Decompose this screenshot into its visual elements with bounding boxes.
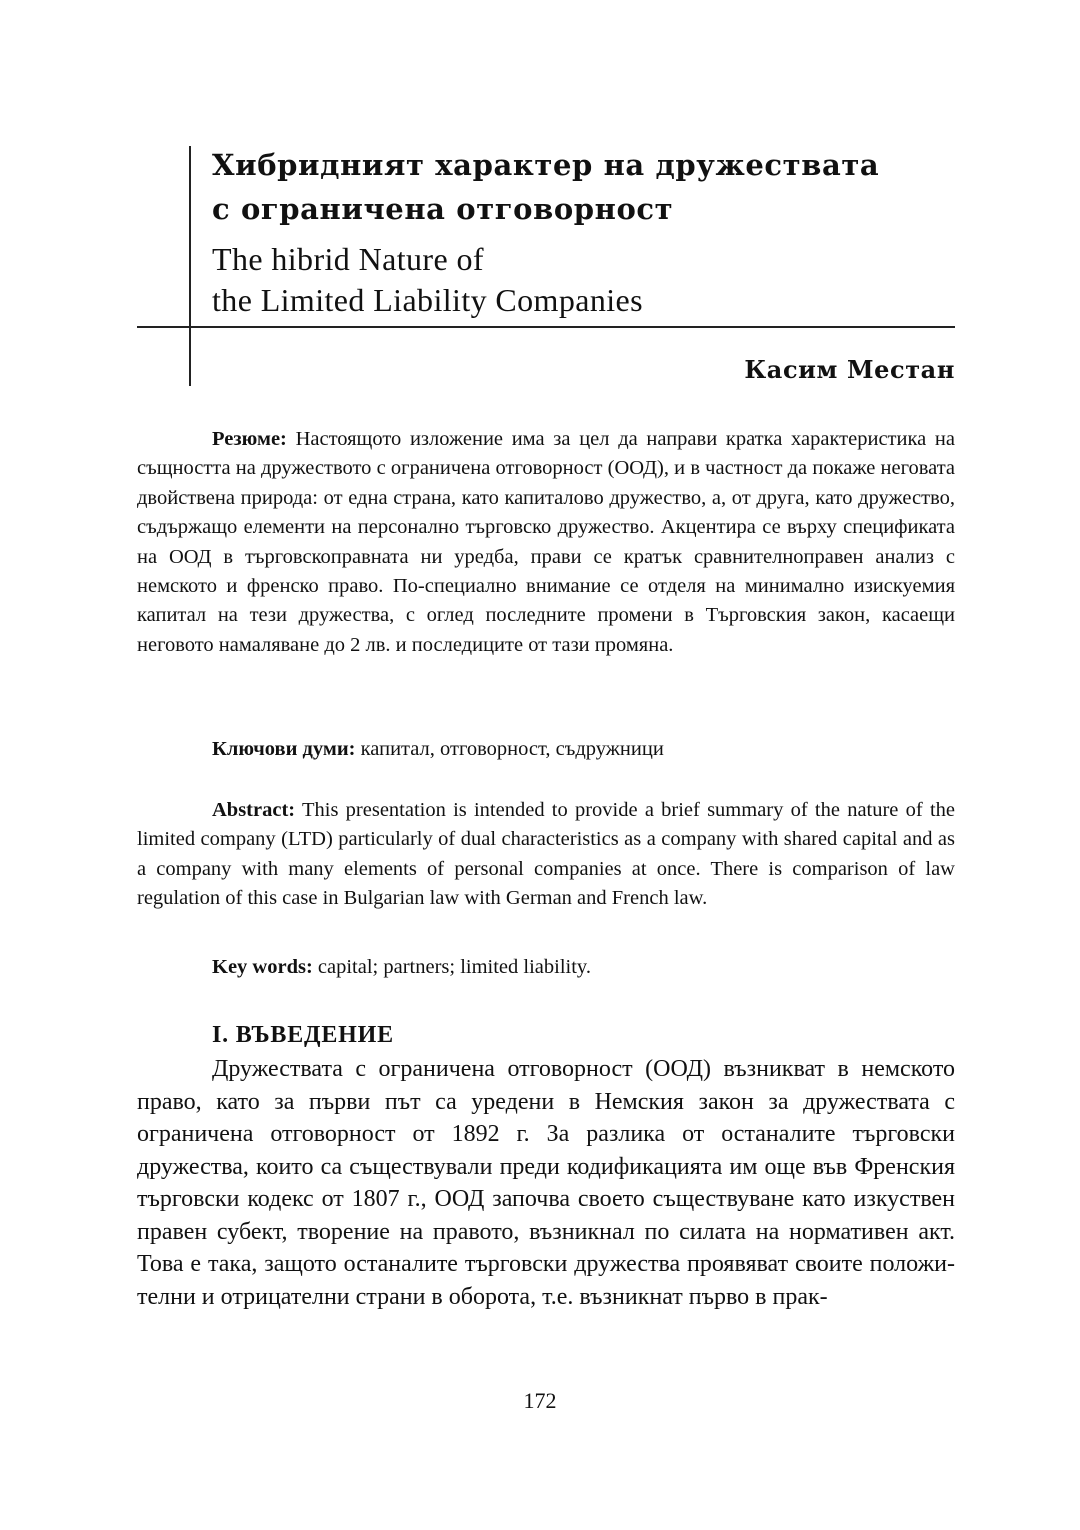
author-name: Касим Местан: [744, 355, 955, 384]
keywords-english: [137, 953, 955, 982]
keywords-bulgarian-text: капитал, отговорност, съдружници: [355, 738, 664, 760]
keywords-bulgarian: [137, 735, 955, 764]
keywords-english-label: Key words:: [212, 956, 313, 978]
introduction-paragraph: Дружествата с ограничена отговорност (ООД) възникват в немското право, като за първи път са уредени в Немския закон за дружествата с ограничена отговорност от 1892 г. За разлика от останалите търговски дружества, които са съществували преди кодификацията им още във Френския търговски кодекс от 1807 г., ООД започва своето съществуване като изкуствен правен субект, творение на правото, възникнал по силата на нормативен акт. Това е така, защото останалите търговски дружества проявяват своите положителни и отрицателни страни в оборота, т.е. възникнат първо в прак-: [137, 1056, 955, 1310]
title-english-line-1: The hibrid Nature of: [212, 241, 484, 277]
title-horizontal-rule: [137, 326, 955, 328]
abstract-bulgarian-text: Настоящото изложение има за цел да направи кратка характеристика на същността на дружеството с ограничена отговорност (ООД), и в частност да покаже неговата двойствена природа: от една страна, като капиталово дружество, а, от друга, като дружество, съдържащо елементи на персонално търговско дружество. Акцентира се върху спецификата на ООД в търговскоправната ни уредба, прави се кратък сравнителноправен анализ с немското и френско право. По-специално внимание се отделя на минимално изискуемия капитал на тези дружества, с оглед последните промени в Търговския закон, касаещи неговото намаляване до 2 лв. и последиците от тази промяна.: [137, 428, 955, 656]
title-bulgarian-line-2: с ограничена отговорност: [212, 192, 674, 226]
keywords-bulgarian-label: Ключови думи:: [212, 738, 356, 760]
keywords-english-text: capital; partners; limited liability.: [312, 956, 591, 978]
abstract-english: [137, 796, 955, 914]
title-vertical-rule: [189, 146, 191, 386]
abstract-bulgarian-label: Резюме:: [212, 428, 287, 450]
abstract-bulgarian: [137, 425, 955, 660]
abstract-english-label: Abstract:: [212, 799, 296, 821]
section-heading: I. ВЪВЕДЕНИЕ: [212, 1022, 394, 1048]
page-number: 172: [523, 1388, 557, 1413]
title-english-line-2: the Limited Liability Companies: [212, 282, 643, 318]
abstract-english-text: This presentation is intended to provide a brief summary of the nature of the limited company (LTD) particularly of dual characteristics as a company with shared capital and as a company with many elements of personal companies at once. There is comparison of law regulation of this case in Bulgarian law with German and French law.: [137, 799, 955, 910]
title-bulgarian-line-1: Хибридният характер на дружествата: [212, 148, 880, 182]
